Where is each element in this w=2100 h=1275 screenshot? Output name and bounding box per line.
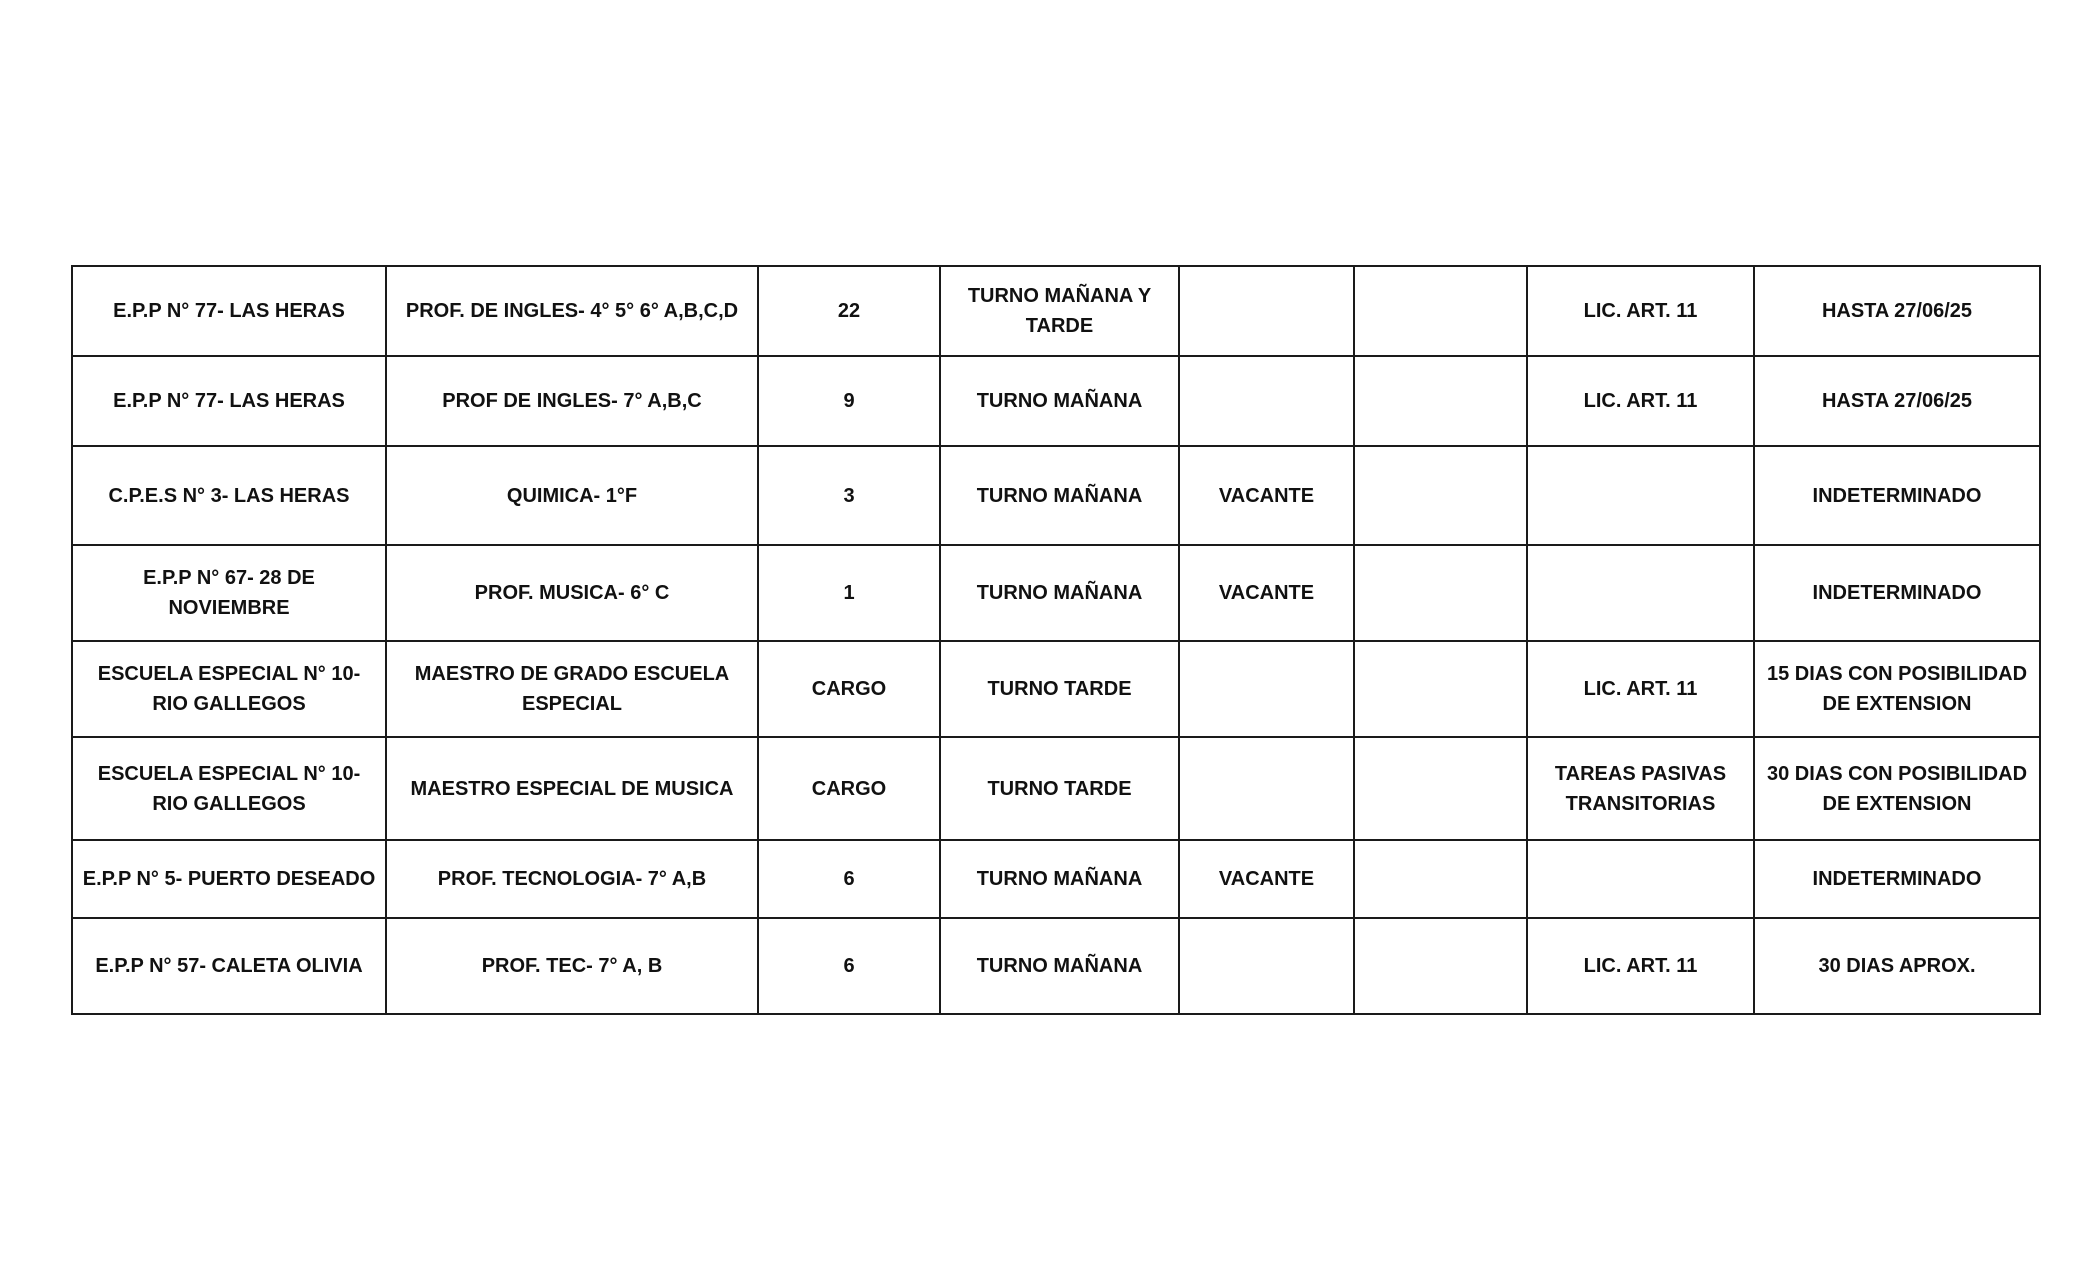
table-row [72,641,2040,737]
document-page [71,265,2039,1015]
hours-cell: 3 [758,446,940,545]
vacancies-table [71,265,2041,1015]
duration-cell: HASTA 27/06/25 [1754,356,2040,446]
shift-cell: TURNO MAÑANA [940,356,1179,446]
shift-cell: TURNO MAÑANA [940,446,1179,545]
vacancy-cell: VACANTE [1179,446,1354,545]
shift-cell: TURNO MAÑANA [940,840,1179,918]
shift-cell: TURNO MAÑANA [940,918,1179,1014]
position-cell: PROF. TECNOLOGIA- 7° A,B [386,840,758,918]
position-cell: QUIMICA- 1°F [386,446,758,545]
hours-cell: CARGO [758,641,940,737]
position-cell: PROF DE INGLES- 7° A,B,C [386,356,758,446]
empty-cell [1354,641,1527,737]
shift-cell: TURNO TARDE [940,737,1179,840]
duration-cell: 30 DIAS CON POSIBILIDAD DE EXTENSION [1754,737,2040,840]
position-cell: PROF. DE INGLES- 4° 5° 6° A,B,C,D [386,266,758,356]
empty-cell [1354,356,1527,446]
table-row [72,266,2040,356]
empty-cell [1354,266,1527,356]
duration-cell: INDETERMINADO [1754,446,2040,545]
duration-cell: HASTA 27/06/25 [1754,266,2040,356]
vacancy-cell [1179,356,1354,446]
empty-cell [1354,545,1527,641]
school-cell: E.P.P N° 57- CALETA OLIVIA [72,918,386,1014]
reason-cell: LIC. ART. 11 [1527,266,1754,356]
vacancy-cell [1179,918,1354,1014]
hours-cell: 9 [758,356,940,446]
hours-cell: 1 [758,545,940,641]
vacancy-cell [1179,641,1354,737]
school-cell: E.P.P N° 5- PUERTO DESEADO [72,840,386,918]
hours-cell: 6 [758,918,940,1014]
empty-cell [1354,918,1527,1014]
empty-cell [1354,737,1527,840]
empty-cell [1354,446,1527,545]
table-body [72,266,2040,1014]
empty-cell [1354,840,1527,918]
school-cell: ESCUELA ESPECIAL N° 10- RIO GALLEGOS [72,737,386,840]
position-cell: MAESTRO ESPECIAL DE MUSICA [386,737,758,840]
duration-cell: 30 DIAS APROX. [1754,918,2040,1014]
shift-cell: TURNO MAÑANA Y TARDE [940,266,1179,356]
school-cell: E.P.P N° 77- LAS HERAS [72,266,386,356]
reason-cell: LIC. ART. 11 [1527,918,1754,1014]
school-cell: C.P.E.S N° 3- LAS HERAS [72,446,386,545]
vacancy-cell [1179,266,1354,356]
hours-cell: 22 [758,266,940,356]
hours-cell: 6 [758,840,940,918]
school-cell: E.P.P N° 77- LAS HERAS [72,356,386,446]
school-cell: E.P.P N° 67- 28 DE NOVIEMBRE [72,545,386,641]
table-row [72,840,2040,918]
school-cell: ESCUELA ESPECIAL N° 10- RIO GALLEGOS [72,641,386,737]
table-row [72,446,2040,545]
position-cell: PROF. MUSICA- 6° C [386,545,758,641]
position-cell: MAESTRO DE GRADO ESCUELA ESPECIAL [386,641,758,737]
hours-cell: CARGO [758,737,940,840]
vacancy-cell: VACANTE [1179,545,1354,641]
shift-cell: TURNO TARDE [940,641,1179,737]
vacancy-cell [1179,737,1354,840]
duration-cell: INDETERMINADO [1754,840,2040,918]
shift-cell: TURNO MAÑANA [940,545,1179,641]
table-row [72,545,2040,641]
reason-cell [1527,446,1754,545]
vacancy-cell: VACANTE [1179,840,1354,918]
reason-cell: TAREAS PASIVAS TRANSITORIAS [1527,737,1754,840]
table-row [72,918,2040,1014]
reason-cell [1527,840,1754,918]
reason-cell: LIC. ART. 11 [1527,641,1754,737]
duration-cell: INDETERMINADO [1754,545,2040,641]
table-row [72,737,2040,840]
reason-cell [1527,545,1754,641]
position-cell: PROF. TEC- 7° A, B [386,918,758,1014]
table-row [72,356,2040,446]
duration-cell: 15 DIAS CON POSIBILIDAD DE EXTENSION [1754,641,2040,737]
reason-cell: LIC. ART. 11 [1527,356,1754,446]
